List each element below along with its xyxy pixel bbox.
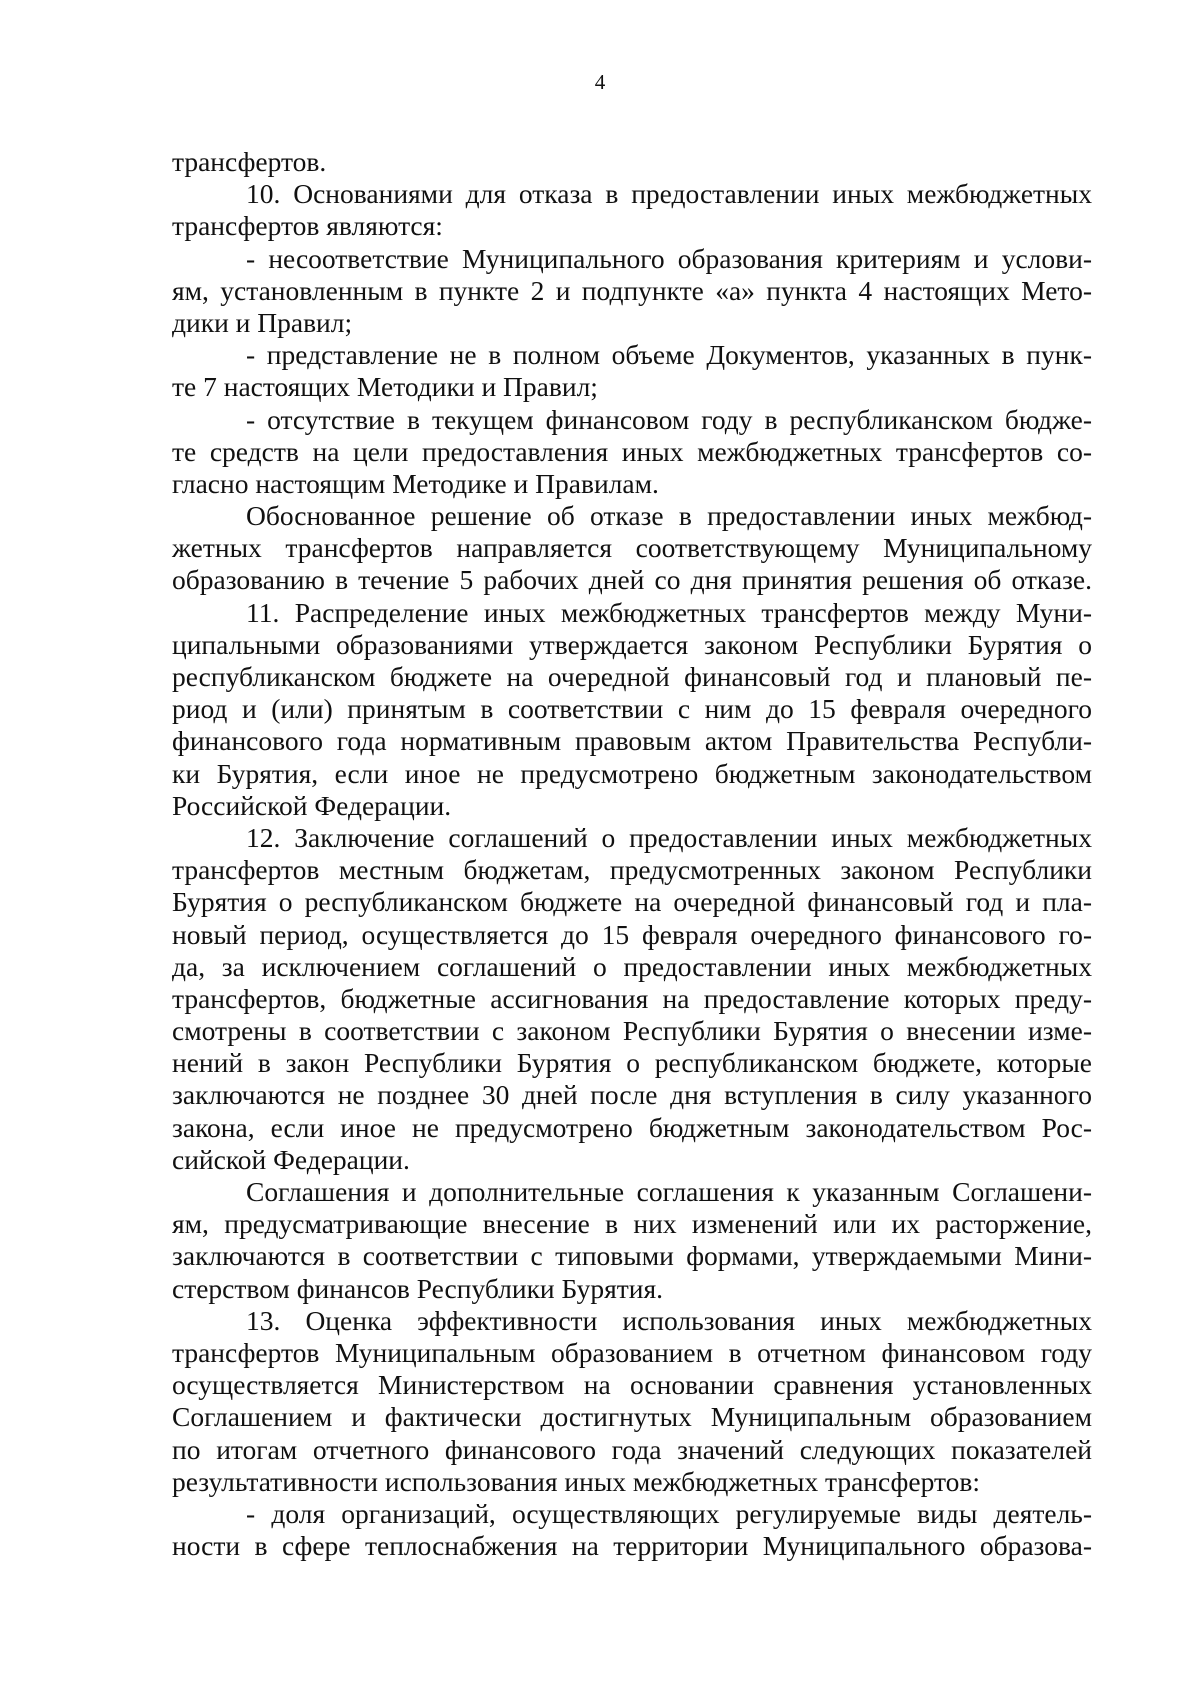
text-line: по итогам отчетного финансового года значений следующих показателей: [172, 1433, 1092, 1465]
text-line: 13. Оценка эффективности использования иных межбюджетных: [246, 1304, 1092, 1336]
text-line: риод и (или) принятым в соответствии с ним до 15 февраля очередного: [172, 693, 1092, 725]
text-line: 10. Основаниями для отказа в предоставлении иных межбюджетных: [246, 178, 1092, 210]
text-line: трансфертов, бюджетные ассигнования на предоставление которых преду-: [172, 982, 1092, 1014]
text-line: республиканском бюджете на очередной финансовый год и плановый пе-: [172, 661, 1092, 692]
page-number: 4: [594, 70, 606, 94]
text-line: жетных трансфертов направляется соответствующему Муниципальному: [172, 532, 1092, 564]
document-body: [172, 146, 1092, 1562]
text-line: закона, если иное не предусмотрено бюджетным законодательством Рос-: [172, 1111, 1092, 1143]
text-line: заключаются в соответствии с типовыми формами, утверждаемыми Мини-: [172, 1240, 1092, 1272]
text-line: трансфертов Муниципальным образованием в отчетном финансовом году: [172, 1336, 1092, 1368]
text-line: финансового года нормативным правовым актом Правительства Республи-: [172, 725, 1092, 757]
text-line: ности в сфере теплоснабжения на территории Муниципального образова-: [172, 1530, 1092, 1562]
text-line: Соглашения и дополнительные соглашения к указанным Соглашени-: [246, 1176, 1092, 1207]
text-line: ям, установленным в пункте 2 и подпункте «а» пункта 4 настоящих Мето-: [172, 274, 1092, 306]
text-line: трансфертов.: [172, 146, 327, 177]
text-line: Соглашением и фактически достигнутых Муниципальным образованием: [172, 1401, 1092, 1433]
text-line: гласно настоящим Методике и Правилам.: [172, 467, 659, 499]
text-line: образованию в течение 5 рабочих дней со дня принятия решения об отказе.: [172, 564, 1092, 596]
text-line: заключаются не позднее 30 дней после дня вступления в силу указанного: [172, 1079, 1092, 1111]
text-line: трансфертов являются:: [172, 210, 443, 242]
text-line: результативности использования иных межбюджетных трансфертов:: [172, 1465, 981, 1497]
text-line: да, за исключением соглашений о предоставлении иных межбюджетных: [172, 950, 1092, 982]
text-line: новый период, осуществляется до 15 февраля очередного финансового го-: [172, 918, 1092, 950]
text-line: стерством финансов Республики Бурятия.: [172, 1272, 664, 1304]
text-line: - представление не в полном объеме Документов, указанных в пунк-: [246, 339, 1092, 371]
text-line: 11. Распределение иных межбюджетных трансфертов между Муни-: [246, 596, 1092, 628]
text-line: Обоснованное решение об отказе в предоставлении иных межбюд-: [246, 500, 1092, 532]
text-line: - доля организаций, осуществляющих регулируемые виды деятель-: [246, 1497, 1092, 1529]
text-line: трансфертов местным бюджетам, предусмотренных законом Республики: [172, 854, 1092, 886]
text-line: те средств на цели предоставления иных межбюджетных трансфертов со-: [172, 435, 1092, 467]
text-line: Российской Федерации.: [172, 789, 452, 821]
text-line: сийской Федерации.: [172, 1143, 410, 1175]
text-line: 12. Заключение соглашений о предоставлении иных межбюджетных: [246, 821, 1092, 853]
text-line: те 7 настоящих Методики и Правил;: [172, 371, 598, 403]
text-line: нений в закон Республики Бурятия о республиканском бюджете, которые: [172, 1047, 1092, 1079]
text-line: смотрены в соответствии с законом Республики Бурятия о внесении изме-: [172, 1015, 1092, 1047]
text-line: осуществляется Министерством на основании сравнения установленных: [172, 1369, 1092, 1401]
text-line: ям, предусматривающие внесение в них изменений или их расторжение,: [172, 1208, 1092, 1240]
text-line: Бурятия о республиканском бюджете на очередной финансовый год и пла-: [172, 886, 1092, 918]
text-line: ципальными образованиями утверждается законом Республики Бурятия о: [172, 628, 1092, 660]
text-line: - несоответствие Муниципального образования критериям и услови-: [246, 242, 1092, 274]
text-line: дики и Правил;: [172, 306, 353, 338]
text-line: - отсутствие в текущем финансовом году в республиканском бюдже-: [246, 403, 1092, 435]
text-line: ки Бурятия, если иное не предусмотрено бюджетным законодательством: [172, 757, 1092, 789]
